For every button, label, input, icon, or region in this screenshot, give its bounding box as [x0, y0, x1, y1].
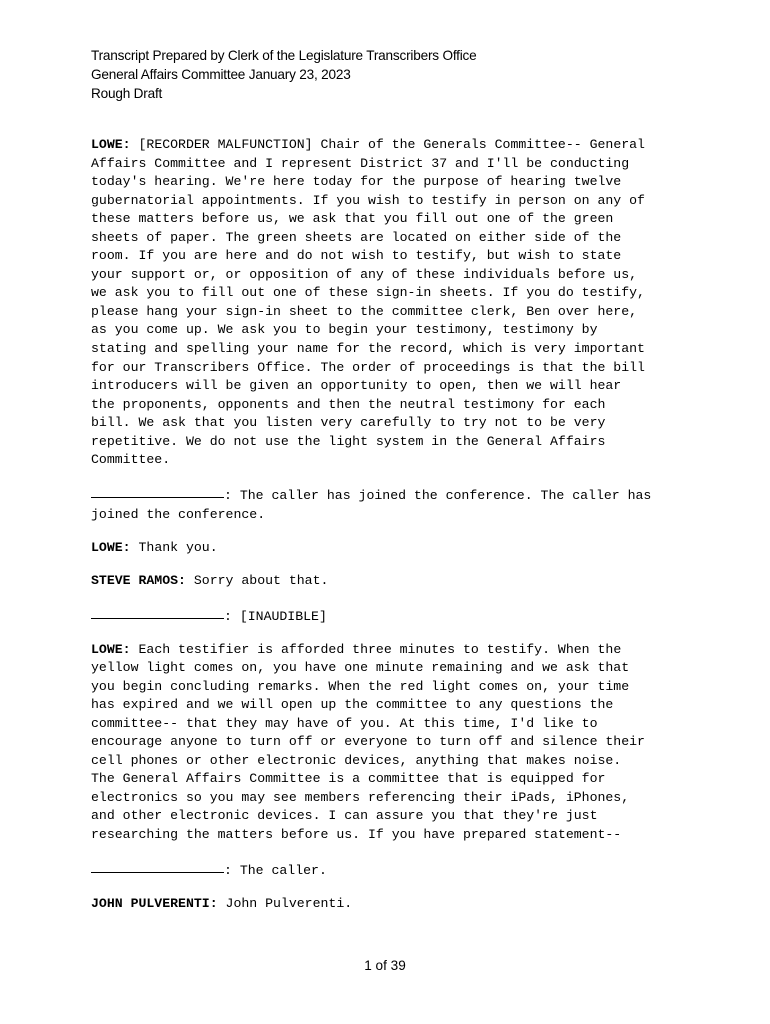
header-draft-status: Rough Draft: [91, 86, 163, 101]
speaker-name: LOWE:: [91, 539, 131, 555]
paragraph-text: Each testifier is afforded three minutes to testify. When the yellow light comes on, you have one minute remaining and we ask that you begin concluding remarks. When the red light comes on, your time has expired and we will open up the committee to any questions the committee-- that they may have of you. At this time, I'd like to encourage anyone to turn off or everyone to turn off and silence their cell phones or other electronic devices, anything that makes noise. The General Affairs Committee is a committee that is equipped for electronics so you may see members referencing their iPads, iPhones, and other electronic devices. I can assure you that they're just researching the matters before us. If you have prepared statement--: [91, 641, 645, 842]
transcript-header: [91, 46, 711, 103]
transcript-paragraph: [91, 572, 691, 591]
paragraph-text: Sorry about that.: [185, 572, 329, 588]
speaker-name: JOHN PULVERENTI:: [91, 895, 218, 911]
transcript-body: [91, 136, 691, 928]
header-committee-date: General Affairs Committee January 23, 2023: [91, 67, 351, 82]
transcript-paragraph: [91, 605, 691, 627]
unidentified-speaker-blank: [91, 483, 224, 498]
paragraph-text: : The caller.: [224, 862, 327, 878]
transcript-paragraph: [91, 895, 691, 914]
paragraph-text: : The caller has joined the conference. The caller has joined the conference.: [91, 488, 652, 522]
speaker-name: LOWE:: [91, 137, 131, 152]
speaker-name: LOWE:: [91, 641, 131, 657]
unidentified-speaker-blank: [91, 858, 224, 873]
unidentified-speaker-blank: [91, 604, 224, 619]
transcript-paragraph: [91, 136, 691, 470]
transcript-paragraph: [91, 641, 691, 845]
speaker-name: STEVE RAMOS:: [91, 572, 186, 588]
transcript-paragraph: [91, 484, 691, 524]
transcript-paragraph: [91, 539, 691, 558]
paragraph-text: [RECORDER MALFUNCTION] Chair of the Generals Committee-- General Affairs Committee and I represent District 37 and I'll be conducting today's hearing. We're here today for the purpose of hearing twelve gubernatorial appointments. If you wish to testify in person on any of these matters before us, we ask that you fill out one of the green sheets of paper. The green sheets are located on either side of the room. If you are here and do not wish to testify, but wish to state your support or, or opposition of any of these individuals before us, we ask you to fill out one of these sign-in sheets. If you do testify, please hang your sign-in sheet to the committee clerk, Ben over here, as you come up. We ask you to begin your testimony, testimony by stating and spelling your name for the record, which is very important for our Transcribers Office. The order of proceedings is that the bill introducers will be given an opportunity to open, then we will hear the proponents, opponents and then the neutral testimony for each bill. We ask that you listen very carefully to try not to be very repetitive. We do not use the light system in the General Affairs Committee.: [91, 137, 645, 468]
paragraph-text: John Pulverenti.: [217, 895, 353, 911]
paragraph-text: Thank you.: [130, 539, 218, 555]
paragraph-text: : [INAUDIBLE]: [224, 608, 327, 624]
header-title: Transcript Prepared by Clerk of the Legislature Transcribers Office: [91, 48, 477, 63]
page-number: 1 of 39: [364, 958, 406, 973]
transcript-paragraph: [91, 859, 691, 881]
